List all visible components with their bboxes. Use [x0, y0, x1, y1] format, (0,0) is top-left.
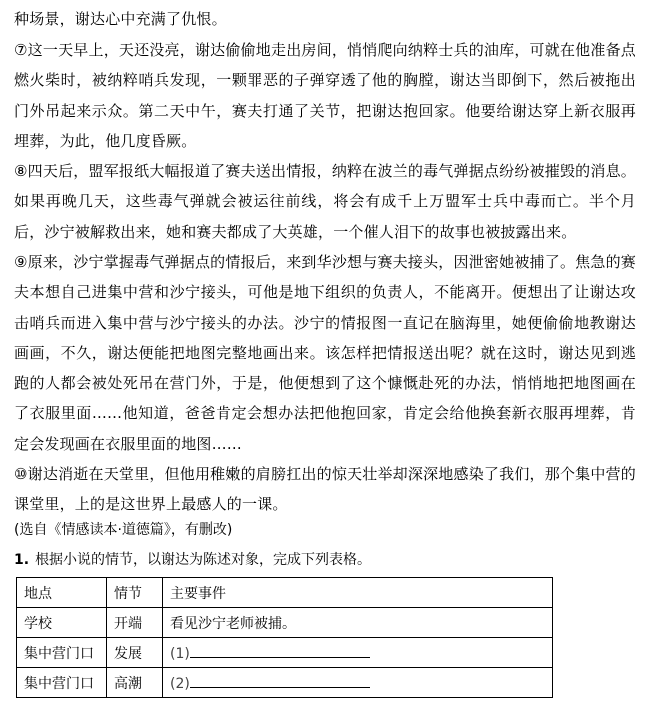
- cell-place: 集中营门口: [17, 638, 107, 668]
- paragraph-7: ⑦这一天早上，天还没亮，谢达偷偷地走出房间，悄悄爬向纳粹士兵的油库，可就在他准备点燃火柴时，被纳粹哨兵发现，一颗罪恶的子弹穿透了他的胸膛，谢达当即倒下，然后被拖出门外吊起来示众。第二天中午，赛夫打通了关节，把谢达抱回家。他要给谢达穿上新衣服再埋葬，为此，他几度昏厥。: [14, 41, 636, 150]
- cell-stage: 高潮: [107, 668, 163, 698]
- cell-event-answer[interactable]: [163, 638, 553, 668]
- cell-event: 看见沙宁老师被捕。: [163, 608, 553, 638]
- table-row: [17, 668, 553, 698]
- cell-event-answer[interactable]: [163, 668, 553, 698]
- table-header-row: [17, 578, 553, 608]
- table-row: [17, 608, 553, 638]
- source-citation: (选自《情感读本·道德篇》，有删改): [14, 522, 233, 538]
- header-event: 主要事件: [163, 578, 553, 608]
- question-1: [14, 550, 371, 570]
- answer-blank[interactable]: [190, 673, 370, 688]
- cell-place: 集中营门口: [17, 668, 107, 698]
- paragraph-9: ⑨原来，沙宁掌握毒气弹据点的情报后，来到华沙想与赛夫接头，因泄密她被捕了。焦急的赛夫本想自己进集中营和沙宁接头，可他是地下组织的负责人，不能离开。便想出了让谢达攻击哨兵而进入集中营与沙宁接头的办法。沙宁的情报图一直记在脑海里，她便偷偷地教谢达画画，不久，谢达便能把地图完整地画出来。该怎样把情报送出呢？就在这时，谢达见到逃跑的人都会被处死吊在营门外，于是，他便想到了这个慷慨赴死的办法，悄悄地把地图画在了衣服里面……他知道，爸爸肯定会想办法把他抱回家，肯定会给他换套新衣服再埋葬，肯定会发现画在衣服里面的地图……: [14, 253, 636, 453]
- header-stage: 情节: [107, 578, 163, 608]
- header-place: 地点: [17, 578, 107, 608]
- answer-blank[interactable]: [190, 643, 370, 658]
- cell-place: 学校: [17, 608, 107, 638]
- table-row: [17, 638, 553, 668]
- question-number: 1.: [14, 552, 30, 568]
- paragraph-10: ⑩谢达消逝在天堂里，但他用稚嫩的肩膀扛出的惊天壮举却深深地感染了我们，那个集中营的课堂里，上的是这世界上最感人的一课。: [14, 465, 636, 514]
- question-text: 根据小说的情节，以谢达为陈述对象，完成下列表格。: [35, 552, 372, 568]
- paragraph-6-end: 种场景，谢达心中充满了仇恨。: [14, 10, 227, 28]
- cell-stage: 发展: [107, 638, 163, 668]
- cell-stage: 开端: [107, 608, 163, 638]
- blank-label: (1): [170, 646, 190, 662]
- plot-table: [16, 577, 553, 698]
- paragraph-8: ⑧四天后，盟军报纸大幅报道了赛夫送出情报，纳粹在波兰的毒气弹据点纷纷被摧毁的消息。如果再晚几天，这些毒气弹就会被运往前线，将会有成千上万盟军士兵中毒而亡。半个月后，沙宁被解救出来，她和赛夫都成了大英雄，一个催人泪下的故事也被披露出来。: [14, 162, 636, 241]
- blank-label: (2): [170, 676, 190, 692]
